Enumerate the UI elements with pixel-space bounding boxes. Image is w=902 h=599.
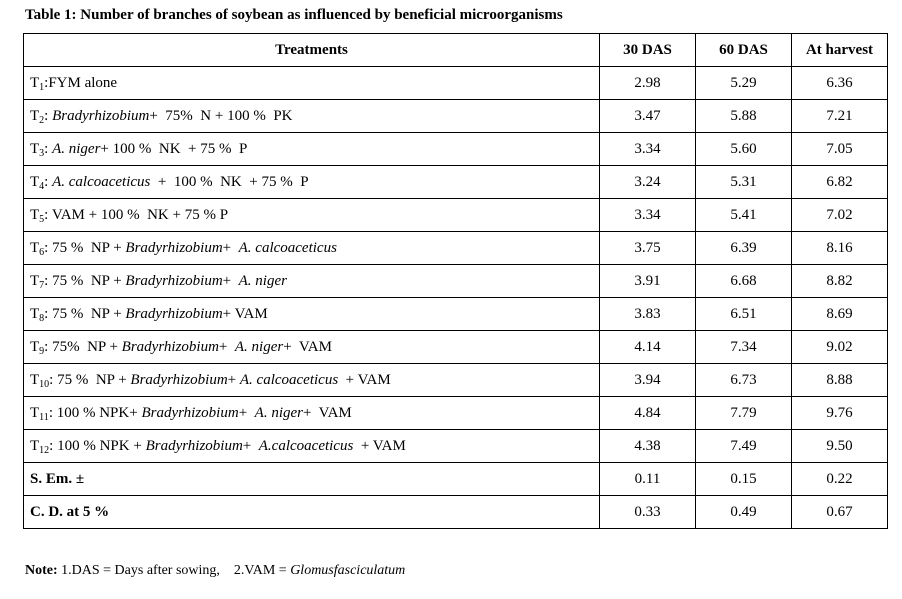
treatment-text: + — [222, 240, 239, 256]
treatment-text: : 75 % NP + — [44, 240, 126, 256]
note-item-vam-species: Glomusfasciculatum — [290, 563, 406, 578]
value-at-harvest: 8.69 — [792, 298, 888, 331]
treatment-text: : 75 % NP + — [49, 372, 131, 388]
organism-name: A. niger — [234, 339, 284, 355]
treatment-text: + — [242, 438, 259, 454]
organism-name: Bradyrhizobium — [125, 273, 223, 289]
organism-name: A. niger — [254, 405, 303, 421]
treatment-text: + — [227, 372, 240, 388]
table-caption: Table 1: Number of branches of soybean as influenced by beneficial microorganisms — [25, 7, 563, 23]
value-60-das: 5.31 — [696, 166, 792, 199]
header-row — [24, 34, 888, 67]
value-30-das: 3.47 — [600, 100, 696, 133]
treatment-code: T — [30, 75, 40, 91]
treatment-text: + VAM — [353, 438, 406, 454]
organism-name: Bradyrhizobium — [130, 372, 228, 388]
treatment-text: : 100 % NPK + — [49, 438, 146, 454]
note-label: Note: — [25, 563, 58, 578]
note-item-vam: 2.VAM = — [233, 563, 291, 578]
treatment-text: : VAM + 100 % NK + 75 % P — [44, 207, 229, 223]
treatment-text: + VAM — [302, 405, 352, 421]
header-at-harvest: At harvest — [792, 34, 888, 67]
treatment-code: T — [30, 273, 40, 289]
treatment-text: + — [238, 405, 255, 421]
treatment-text: + VAM — [222, 306, 268, 322]
treatment-cell — [24, 232, 600, 265]
treatment-cell — [24, 199, 600, 232]
treatment-subscript: 4 — [39, 181, 45, 192]
value-60-das: 0.49 — [696, 496, 792, 529]
treatment-cell — [24, 430, 600, 463]
organism-name: Bradyrhizobium — [145, 438, 243, 454]
branches-table — [23, 33, 888, 529]
table-body — [24, 67, 888, 529]
value-at-harvest: 7.21 — [792, 100, 888, 133]
treatment-text: + — [218, 339, 235, 355]
organism-name: A. calcoaceticus — [238, 240, 337, 256]
header-30-das: 30 DAS — [600, 34, 696, 67]
organism-name: Bradyrhizobium — [125, 240, 223, 256]
organism-name: A.calcoaceticus — [258, 438, 354, 454]
treatment-cell — [24, 364, 600, 397]
treatment-subscript: 8 — [39, 313, 45, 324]
treatment-code: T — [30, 141, 40, 157]
value-at-harvest: 7.02 — [792, 199, 888, 232]
value-at-harvest: 9.50 — [792, 430, 888, 463]
table-row — [24, 265, 888, 298]
treatment-text: + — [222, 273, 239, 289]
value-30-das: 0.11 — [600, 463, 696, 496]
treatment-cell — [24, 166, 600, 199]
treatment-text: : 75% NP + — [44, 339, 122, 355]
value-at-harvest: 0.67 — [792, 496, 888, 529]
value-30-das: 4.84 — [600, 397, 696, 430]
organism-name: Bradyrhizobium — [141, 405, 239, 421]
value-30-das: 3.91 — [600, 265, 696, 298]
organism-name: A. niger — [52, 141, 101, 157]
value-60-das: 5.60 — [696, 133, 792, 166]
value-30-das: 3.24 — [600, 166, 696, 199]
organism-name: Bradyrhizobium — [121, 339, 219, 355]
value-60-das: 0.15 — [696, 463, 792, 496]
cd-row — [24, 496, 888, 529]
treatment-code: T — [30, 108, 40, 124]
treatment-code: T — [30, 174, 40, 190]
treatment-code: T — [30, 372, 40, 388]
value-at-harvest: 6.36 — [792, 67, 888, 100]
value-60-das: 7.79 — [696, 397, 792, 430]
table-row — [24, 298, 888, 331]
treatment-text: : 100 % NPK+ — [48, 405, 142, 421]
value-30-das: 3.75 — [600, 232, 696, 265]
treatment-code: T — [30, 306, 40, 322]
treatment-text: : 75 % NP + — [44, 273, 126, 289]
treatment-subscript: 5 — [39, 214, 45, 225]
treatment-cell — [24, 100, 600, 133]
treatment-cell — [24, 397, 600, 430]
value-60-das: 5.88 — [696, 100, 792, 133]
table-row — [24, 397, 888, 430]
treatment-code: T — [30, 438, 40, 454]
note-item-das: 1.DAS = Days after sowing, — [57, 563, 220, 578]
treatment-cell — [24, 265, 600, 298]
value-30-das: 4.14 — [600, 331, 696, 364]
treatment-text: : — [44, 174, 53, 190]
treatment-cell — [24, 331, 600, 364]
organism-name: A. calcoaceticus — [52, 174, 151, 190]
value-30-das: 3.34 — [600, 199, 696, 232]
treatment-cell — [24, 67, 600, 100]
value-at-harvest: 7.05 — [792, 133, 888, 166]
table-row — [24, 100, 888, 133]
value-30-das: 4.38 — [600, 430, 696, 463]
table-row — [24, 232, 888, 265]
stat-label: S. Em. ± — [24, 463, 600, 496]
treatment-text: + 100 % NK + 75 % P — [100, 141, 248, 157]
value-at-harvest: 0.22 — [792, 463, 888, 496]
value-at-harvest: 9.02 — [792, 331, 888, 364]
organism-name: A. calcoaceticus — [239, 372, 339, 388]
treatment-subscript: 6 — [39, 247, 45, 258]
value-at-harvest: 8.16 — [792, 232, 888, 265]
treatment-subscript: 11 — [39, 412, 49, 423]
value-30-das: 3.94 — [600, 364, 696, 397]
treatment-code: T — [30, 207, 40, 223]
value-at-harvest: 8.82 — [792, 265, 888, 298]
organism-name: Bradyrhizobium — [125, 306, 223, 322]
treatment-code: T — [30, 339, 40, 355]
value-30-das: 3.34 — [600, 133, 696, 166]
value-60-das: 6.39 — [696, 232, 792, 265]
treatment-subscript: 7 — [39, 280, 45, 291]
treatment-text: :FYM alone — [44, 75, 118, 91]
value-at-harvest: 9.76 — [792, 397, 888, 430]
value-60-das: 6.68 — [696, 265, 792, 298]
sem-row — [24, 463, 888, 496]
treatment-text: + 100 % NK + 75 % P — [150, 174, 309, 190]
treatment-text: + VAM — [283, 339, 332, 355]
value-at-harvest: 6.82 — [792, 166, 888, 199]
treatment-text: + VAM — [338, 372, 391, 388]
treatment-cell — [24, 133, 600, 166]
table-row — [24, 166, 888, 199]
treatment-text: + 75% N + 100 % PK — [149, 108, 293, 124]
treatment-subscript: 2 — [39, 115, 45, 126]
table-row — [24, 364, 888, 397]
stat-label: C. D. at 5 % — [24, 496, 600, 529]
table-row — [24, 430, 888, 463]
value-60-das: 5.29 — [696, 67, 792, 100]
value-60-das: 5.41 — [696, 199, 792, 232]
value-60-das: 6.51 — [696, 298, 792, 331]
treatment-cell — [24, 298, 600, 331]
value-30-das: 0.33 — [600, 496, 696, 529]
treatment-subscript: 3 — [39, 148, 45, 159]
value-30-das: 3.83 — [600, 298, 696, 331]
treatment-subscript: 9 — [39, 346, 45, 357]
header-60-das: 60 DAS — [696, 34, 792, 67]
organism-name: A. niger — [238, 273, 287, 289]
table-row — [24, 199, 888, 232]
value-at-harvest: 8.88 — [792, 364, 888, 397]
treatment-subscript: 10 — [39, 379, 50, 390]
value-30-das: 2.98 — [600, 67, 696, 100]
treatment-text: : 75 % NP + — [44, 306, 126, 322]
value-60-das: 6.73 — [696, 364, 792, 397]
table-row — [24, 67, 888, 100]
table-note — [25, 563, 405, 579]
treatment-subscript: 1 — [39, 82, 45, 93]
table-row — [24, 133, 888, 166]
treatment-text: : — [44, 141, 53, 157]
treatment-code: T — [30, 240, 40, 256]
treatment-text: : — [44, 108, 53, 124]
value-60-das: 7.49 — [696, 430, 792, 463]
header-treatments: Treatments — [24, 34, 600, 67]
treatment-code: T — [30, 405, 40, 421]
organism-name: Bradyrhizobium — [52, 108, 150, 124]
value-60-das: 7.34 — [696, 331, 792, 364]
table-row — [24, 331, 888, 364]
treatment-subscript: 12 — [39, 445, 50, 456]
